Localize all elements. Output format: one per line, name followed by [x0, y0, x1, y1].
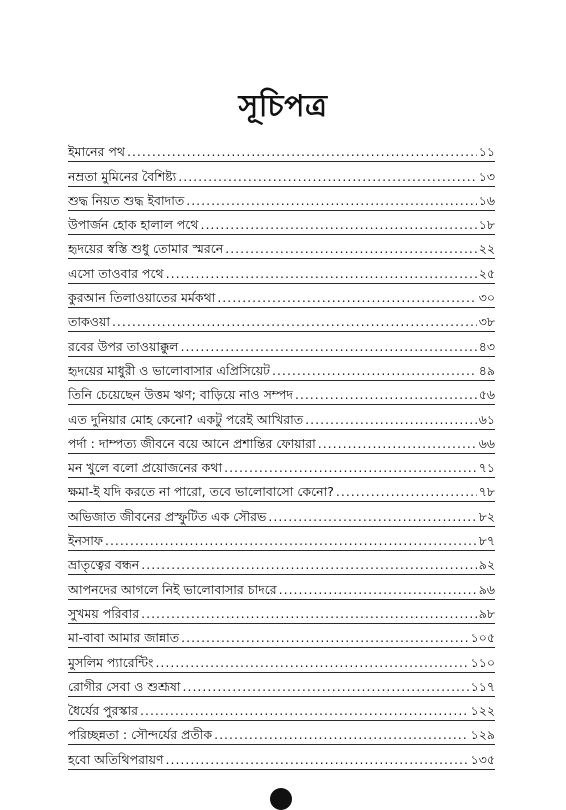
- toc-entry-title: পর্দা : দাম্পত্য জীবনে বয়ে আনে প্রশান্তির ফোয়ারা: [68, 435, 316, 451]
- toc-entry-title: আপনদের আগলে নিই ভালোবাসার চাদরে: [68, 581, 277, 597]
- toc-entry: [68, 454, 495, 478]
- toc-entry-page: ১০৫: [470, 630, 495, 646]
- dot-leader: [279, 583, 477, 597]
- toc-entry-title: সুখময় পরিবার: [68, 605, 140, 621]
- dot-leader: [166, 753, 469, 767]
- toc-entry: [68, 721, 495, 745]
- dot-leader: [224, 461, 477, 475]
- toc-entry-title: কুরআন তিলাওয়াতের মর্মকথা: [68, 290, 216, 306]
- dot-leader: [141, 558, 476, 572]
- toc-entry-page: ৯৬: [478, 581, 495, 597]
- toc-entry-page: ৮৭: [478, 533, 495, 549]
- toc-entry-title: এত দুনিয়ার মোহ কেনো? একটু পরেই আখিরাত: [68, 411, 304, 427]
- toc-entry-title: তাকওয়া: [68, 314, 110, 330]
- toc-entry: [68, 405, 495, 429]
- dot-leader: [200, 218, 476, 232]
- dot-leader: [268, 510, 476, 524]
- toc-entry-page: ৪৯: [478, 362, 495, 378]
- toc-entry-title: মুসলিম প্যারেন্টিং: [68, 654, 154, 670]
- toc-entry: [68, 332, 495, 356]
- dot-leader: [295, 388, 477, 402]
- dot-leader: [272, 364, 477, 378]
- toc-entry: [68, 551, 495, 575]
- dot-leader: [166, 267, 477, 281]
- toc-entry: [68, 478, 495, 502]
- toc-entry-page: ১২২: [470, 703, 495, 719]
- dot-leader: [155, 656, 468, 670]
- toc-entry-title: নম্রতা মুমিনের বৈশিষ্ট্য: [68, 168, 177, 184]
- dot-leader: [180, 340, 476, 354]
- toc-entry-page: ১১০: [470, 654, 495, 670]
- toc-entry-page: ৯২: [478, 557, 495, 573]
- toc-entry: [68, 600, 495, 624]
- dot-leader: [112, 315, 477, 329]
- toc-entry-title: অভিজাত জীবনের প্রস্ফুটিত এক সৌরভ: [68, 508, 267, 524]
- dot-leader: [140, 704, 469, 718]
- toc-entry-page: ২২: [478, 241, 495, 257]
- toc-entry-page: ৬৬: [478, 435, 495, 451]
- toc-entry: [68, 308, 495, 332]
- toc-entry: [68, 502, 495, 526]
- toc-entry-page: ২৫: [478, 265, 495, 281]
- toc-entry-page: ৮২: [478, 508, 495, 524]
- dot-leader: [336, 485, 477, 499]
- toc-entry-title: ইনসাফ: [68, 533, 103, 549]
- toc-entry-page: ৭৮: [478, 484, 495, 500]
- toc-entry: [68, 673, 495, 697]
- dot-leader: [181, 631, 468, 645]
- toc-entry-page: ১২৯: [470, 727, 495, 743]
- page-number-marker: [270, 788, 292, 810]
- toc-entry: [68, 527, 495, 551]
- dot-leader: [214, 728, 469, 742]
- dot-leader: [318, 437, 477, 451]
- dot-leader: [305, 413, 477, 427]
- toc-entry: [68, 211, 495, 235]
- toc-entry-page: ১৬: [478, 192, 495, 208]
- dot-leader: [183, 680, 469, 694]
- toc-entry: [68, 745, 495, 769]
- dot-leader: [127, 145, 477, 159]
- toc-entry: [68, 575, 495, 599]
- toc-entry: [68, 187, 495, 211]
- toc-entry-title: রোগীর সেবা ও শুশ্রূষা: [68, 678, 181, 694]
- toc-entry: [68, 235, 495, 259]
- toc-entry-title: মন খুলে বলো প্রয়োজনের কথা: [68, 460, 223, 476]
- dot-leader: [225, 242, 477, 256]
- toc-entry-title: হবো অতিথিপরায়ণ: [68, 751, 164, 767]
- toc-entry-page: ১৩: [478, 168, 495, 184]
- dot-leader: [105, 534, 477, 548]
- toc-entry-title: রবের উপর তাওয়াক্কুল: [68, 338, 179, 354]
- toc-entry-page: ৩০: [478, 290, 495, 306]
- toc-entry-title: তিনি চেয়েছেন উত্তম ঋণ; বাড়িয়ে নাও সম্পদ: [68, 387, 293, 403]
- toc-entry-title: শুদ্ধ নিয়ত শুদ্ধ ইবাদাত: [68, 192, 185, 208]
- toc-entry: [68, 697, 495, 721]
- toc-entry-title: হৃদয়ের মাধুরী ও ভালোবাসার এপ্রিসিয়েট: [68, 362, 270, 378]
- toc-entry-page: ৬১: [478, 411, 495, 427]
- table-of-contents: [68, 138, 495, 770]
- toc-entry-page: ১৩৫: [470, 751, 495, 767]
- dot-leader: [141, 607, 477, 621]
- toc-entry-page: ৪৩: [478, 338, 495, 354]
- toc-entry-page: ১১৭: [470, 678, 495, 694]
- dot-leader: [178, 170, 477, 184]
- toc-entry: [68, 648, 495, 672]
- toc-entry: [68, 138, 495, 162]
- toc-entry: [68, 624, 495, 648]
- toc-entry-title: পরিচ্ছন্নতা : সৌন্দর্যের প্রতীক: [68, 727, 213, 743]
- toc-entry: [68, 381, 495, 405]
- toc-entry-page: ১৮: [478, 217, 495, 233]
- toc-entry-title: ইমানের পথ: [68, 144, 125, 160]
- toc-entry-page: ১১: [478, 144, 495, 160]
- toc-entry: [68, 357, 495, 381]
- toc-entry-page: ৫৬: [478, 387, 495, 403]
- toc-entry-page: ৩৮: [478, 314, 495, 330]
- dot-leader: [217, 291, 476, 305]
- toc-entry-title: ক্ষমা-ই যদি করতে না পারো, তবে ভালোবাসো কেনো?: [68, 484, 334, 500]
- toc-entry-title: এসো তাওবার পথে: [68, 265, 164, 281]
- toc-entry: [68, 162, 495, 186]
- toc-entry-title: হৃদয়ের স্বস্তি শুধু তোমার স্মরনে: [68, 241, 224, 257]
- toc-entry-title: মা-বাবা আমার জান্নাত: [68, 630, 180, 646]
- toc-entry: [68, 430, 495, 454]
- toc-entry-title: উপার্জন হোক হালাল পথে: [68, 217, 199, 233]
- toc-entry-page: ৯৮: [478, 605, 495, 621]
- dot-leader: [186, 194, 477, 208]
- toc-entry: [68, 259, 495, 283]
- page-title: সূচিপত্র: [238, 89, 328, 124]
- toc-entry-title: ধৈর্যের পুরস্কার: [68, 703, 139, 719]
- toc-entry-page: ৭১: [478, 460, 495, 476]
- toc-entry: [68, 284, 495, 308]
- toc-entry-title: ভ্রাতৃত্বের বন্ধন: [68, 557, 140, 573]
